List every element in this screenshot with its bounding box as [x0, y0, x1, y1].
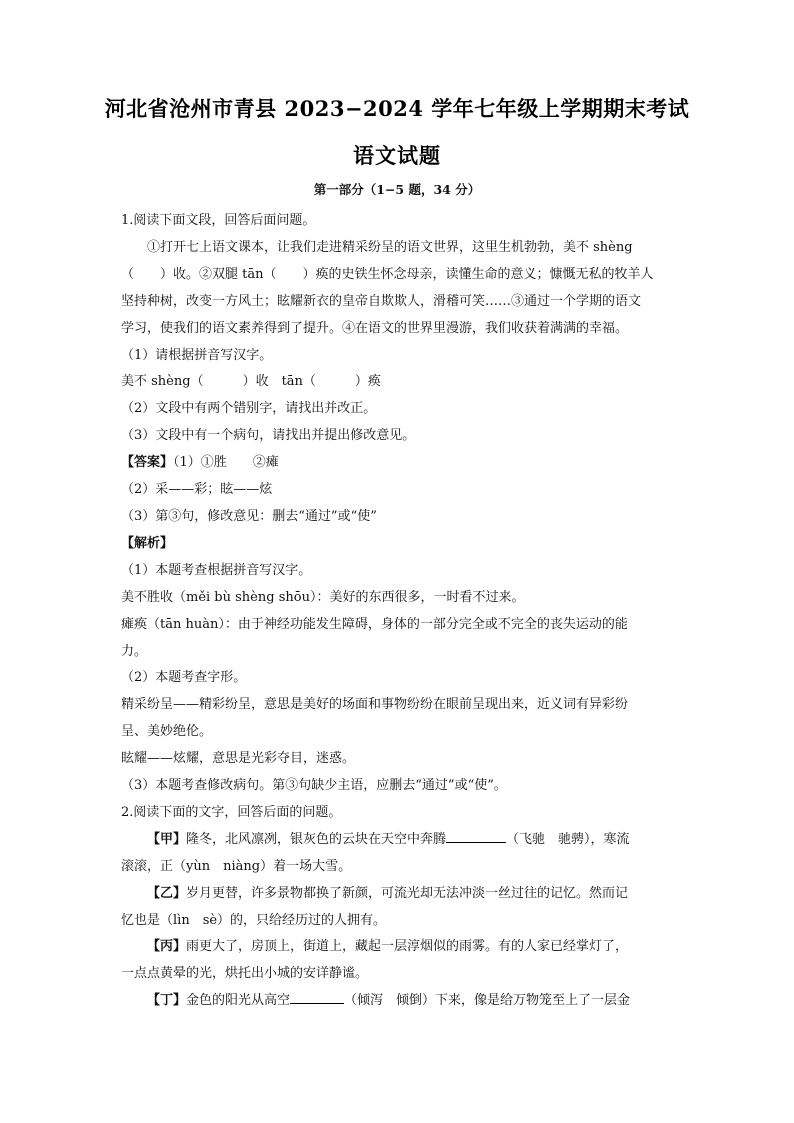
q2-ding-line-1: [121, 988, 666, 1015]
answer-2: （2）采——彩；眩——炫: [121, 482, 273, 498]
analysis-1-line-1: 美不胜收（měi bù shèng shōu）：美好的东西很多，一时看不过来。: [121, 589, 525, 605]
q1-stem: 1.阅读下面文段，回答后面问题。: [121, 213, 316, 228]
answer-block: [121, 450, 666, 477]
q2-yi-line-2: 忆也是（lìn sè）的，只给经历过的人拥有。: [121, 912, 387, 928]
q1-passage-line-4: 学习，使我们的语文素养得到了提升。④在语文的世界里漫游，我们收获着满满的幸福。: [121, 320, 629, 336]
fill-blank-2[interactable]: [290, 989, 344, 1004]
q2-bing-line-1: [121, 934, 666, 961]
q1-passage-line-2: （ ）收。②双腿 tān（ ）痪的史铁生怀念母亲，读懂生命的意义；慷慨无私的牧羊人: [121, 266, 654, 282]
yi-text: 岁月更替，许多景物都换了新颜，可流光却无法冲淡一丝过往的记忆。然而记: [186, 885, 629, 901]
q2-jia-line-1: [121, 827, 666, 854]
analysis-1-line-2a: 瘫痪（tān huàn）：由于神经功能发生障碍，身体的一部分完全或不完全的丧失运动的能: [121, 616, 628, 632]
q2-stem: 2.阅读下面的文字，回答后面的问题。: [121, 804, 342, 820]
ding-text-a: 金色的阳光从高空: [186, 993, 291, 1009]
jia-tag: 【甲】: [147, 831, 187, 847]
jia-text-b: （飞驰 驰骋），寒流: [506, 831, 630, 847]
ding-text-b: （倾泻 倾倒）下来，像是给万物笼至上了一层金: [344, 993, 631, 1009]
answer-1: （1）①胜 ②瘫: [173, 455, 279, 471]
bing-tag: 【丙】: [147, 939, 187, 955]
answer-label: 【答案】: [121, 455, 174, 471]
q1-sub1-line: 美不 shèng（ ）收 tān（ ）痪: [121, 374, 381, 390]
q1-sub1: （1）请根据拼音写汉字。: [121, 347, 273, 363]
fill-blank-1[interactable]: [446, 828, 506, 843]
analysis-1: （1）本题考查根据拼音写汉字。: [121, 562, 312, 578]
q1-passage-line-1: ①打开七上语文课本，让我们走进精采纷呈的语文世界，这里生机勃勃，美不 shèng: [147, 239, 633, 255]
section-heading: 第一部分（1−5 题，34 分）: [313, 182, 481, 197]
document-title: 河北省沧州市青县 2023−2024 学年七年级上学期期末考试: [104, 96, 690, 121]
analysis-2: （2）本题考查字形。: [121, 670, 247, 686]
analysis-1-line-2b: 力。: [121, 643, 148, 659]
q2-yi-line-1: [121, 881, 666, 908]
analysis-label: [121, 531, 666, 558]
q1-passage-line-3: 坚持种树，改变一方风土；眩耀新衣的皇帝自欺欺人，滑稽可笑……③通过一个学期的语文: [121, 293, 642, 309]
analysis-2-line-1a: 精采纷呈——精彩纷呈，意思是美好的场面和事物纷纷在眼前呈现出来，近义词有异彩纷: [121, 697, 629, 713]
q1-sub3: （3）文段中有一个病句，请找出并提出修改意见。: [121, 428, 416, 444]
analysis-2-line-1b: 呈、美妙绝伦。: [121, 724, 213, 740]
analysis-2-line-2: 眩耀——炫耀，意思是光彩夺目，迷惑。: [121, 751, 356, 767]
q2-jia-line-2: 滚滚，正（yùn niàng）着一场大雪。: [121, 858, 352, 874]
analysis-label-text: 【解析】: [121, 535, 174, 551]
question-content: [121, 208, 666, 1015]
yi-tag: 【乙】: [147, 885, 187, 901]
bing-text: 雨更大了，房顶上，街道上，藏起一层淳烟似的雨雾。有的人家已经掌灯了，: [186, 939, 629, 955]
ding-tag: 【丁】: [147, 993, 187, 1009]
jia-text-a: 隆冬，北风凛冽，银灰色的云块在天空中奔腾: [186, 831, 447, 847]
document-subtitle: 语文试题: [353, 143, 441, 168]
answer-3: （3）第③句，修改意见：删去“通过”或“使”: [121, 508, 377, 524]
analysis-3: （3）本题考查修改病句。第③句缺少主语，应删去“通过”或“使”。: [121, 778, 507, 794]
q1-sub2: （2）文段中有两个错别字，请找出并改正。: [121, 401, 377, 417]
q2-bing-line-2: 一点点黄晕的光，烘托出小城的安详静谧。: [121, 966, 369, 982]
